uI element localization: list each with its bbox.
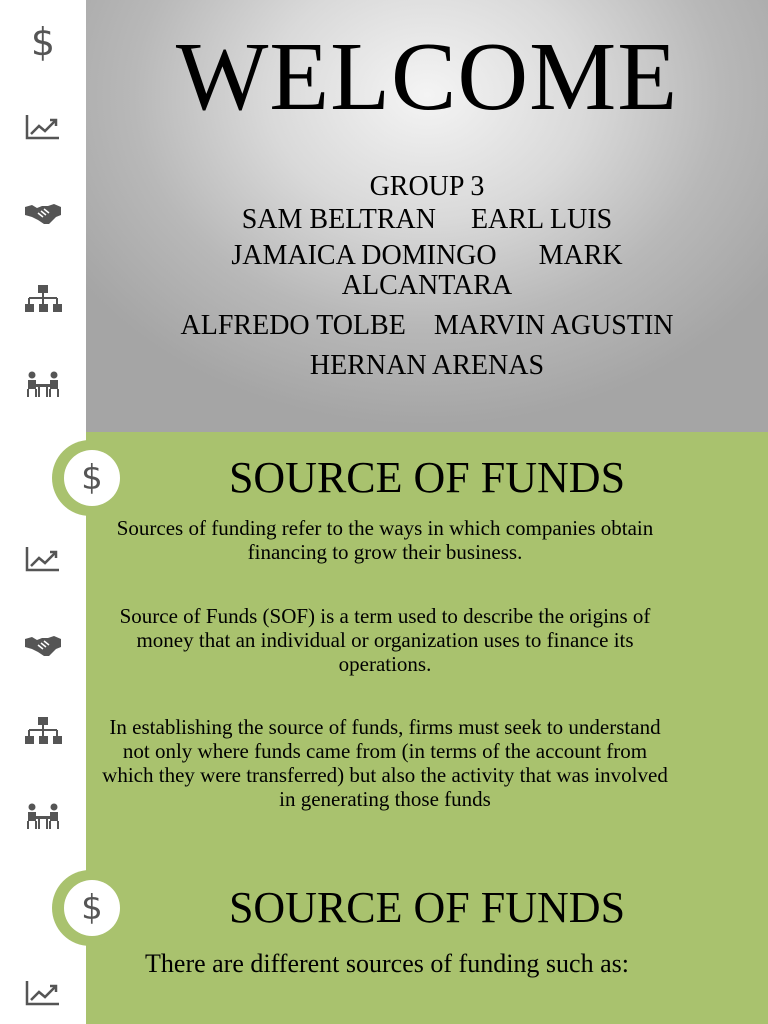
org-chart-icon bbox=[24, 716, 62, 746]
line-chart-icon bbox=[24, 544, 62, 574]
group-label: GROUP 3 bbox=[369, 171, 485, 202]
dollar-icon: $ bbox=[64, 450, 120, 506]
source-of-funds-slide-2 bbox=[0, 860, 768, 1024]
welcome-title: WELCOME bbox=[175, 23, 679, 131]
paragraph: Sources of funding refer to the ways in which companies obtain financing to grow their business. bbox=[116, 516, 654, 564]
source-of-funds-slide bbox=[0, 432, 768, 860]
handshake-icon bbox=[24, 198, 62, 228]
welcome-slide bbox=[0, 0, 768, 432]
handshake-icon bbox=[24, 630, 62, 660]
meeting-icon bbox=[24, 370, 62, 400]
icon-sidebar bbox=[0, 0, 86, 432]
slide-title: SOURCE OF FUNDS bbox=[228, 453, 626, 502]
paragraph: In establishing the source of funds, firms must seek to understand not only where funds came from (in terms of the account from which they were transferred) but also the activity that was involved in generating those funds bbox=[102, 715, 668, 811]
dollar-icon: $ bbox=[30, 20, 56, 64]
member-line: SAM BELTRAN EARL LUIS bbox=[241, 204, 613, 235]
intro-text: There are different sources of funding such as: bbox=[145, 949, 629, 978]
member-list bbox=[96, 202, 758, 384]
meeting-icon bbox=[24, 802, 62, 832]
welcome-content bbox=[86, 0, 768, 432]
paragraph: Source of Funds (SOF) is a term used to describe the origins of money that an individual or organization uses to finance its operations. bbox=[119, 604, 651, 676]
slide-content bbox=[86, 432, 768, 860]
member-line: ALCANTARA bbox=[341, 270, 513, 301]
dollar-icon: $ bbox=[64, 880, 120, 936]
member-line: HERNAN ARENAS bbox=[309, 350, 545, 381]
line-chart-icon bbox=[24, 978, 62, 1008]
slide-title: SOURCE OF FUNDS bbox=[228, 883, 626, 932]
member-line: JAMAICA DOMINGO MARK bbox=[231, 240, 623, 271]
slide-content bbox=[86, 860, 768, 1024]
line-chart-icon bbox=[24, 112, 62, 142]
org-chart-icon bbox=[24, 284, 62, 314]
member-line: ALFREDO TOLBE MARVIN AGUSTIN bbox=[180, 310, 674, 341]
